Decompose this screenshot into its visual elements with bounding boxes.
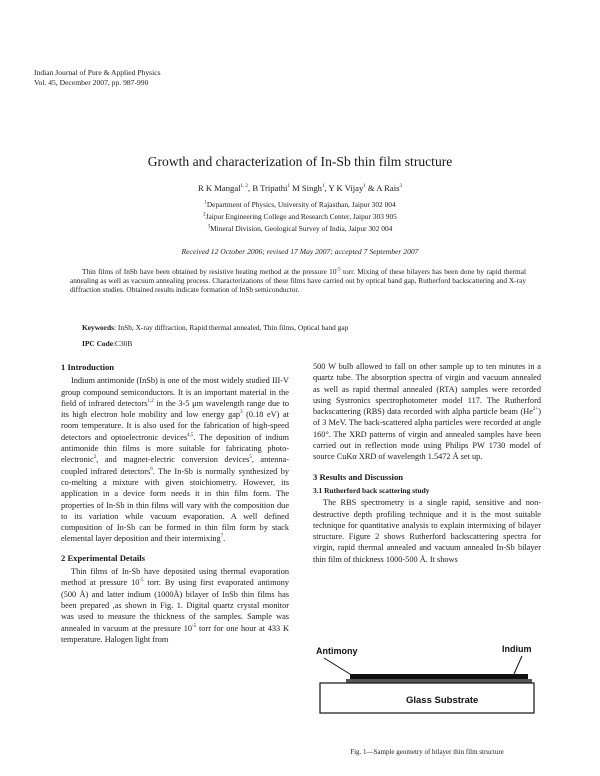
journal-name: Indian Journal of Pure & Applied Physics [34, 68, 161, 77]
affiliation: $^2$Jaipur Engineering College and Research Center, Jaipur 303 905 [203, 212, 397, 221]
author: A Rais$^3$ [376, 183, 402, 193]
journal-header [34, 68, 161, 87]
abstract: Thin films of InSb have been obtained by resistive heating method at the pressure $10^{-5}$ torr. Mixing of these bilayers has been done by rapid thermal annealing as well as vacuum annealing process. Characterizations of these films have carried out by optical band gap, Rutherford backscattering and X-ray diffraction studies. Obtained results indicate formation of InSb semiconductor. [70, 267, 526, 295]
svg-text:Antimony: Antimony [316, 646, 358, 656]
left-column [61, 362, 289, 645]
bilayer-diagram [314, 641, 540, 739]
section-heading-introduction: 1 Introduction [61, 362, 115, 372]
experimental-paragraph-continued: 500 W bulb allowed to fall on other sample up to ten minutes in a quartz tube. The absorption spectra of virgin and vacuum annealed as well as rapid thermal annealed (RTA) samples were recorded using Systronics spectrophotometer model 117. The Rutherford backscattering (RBS) data recorded with alpha particle beam $(He^{2+})$ of 3 MeV. The back-scattered alpha particles were recorded at angle 160°. The XRD patterns of virgin and annealed samples have been carried out in reflection mode using Philips PW 1730 model of source CuKα XRD of wavelength 1.5472 Å set up. [313, 362, 541, 462]
svg-text:Glass Substrate: Glass Substrate [406, 695, 479, 706]
figure-1 [314, 641, 540, 739]
section-heading-experimental: 2 Experimental Details [61, 552, 146, 563]
results-paragraph: The RBS spectrometry is a single rapid, sensitive and non-destructive depth profiling technique and it is the most suitable technique for quantitative analysis to explain intermixing of bilayer structure. Figure 2 shows Rutherford backscattering spectra for virgin, rapid thermal annealed and vacuum annealed In-Sb bilayer thin film of thickness 1000-500 Å. It shows [313, 498, 541, 564]
figure-1-caption: Fig. 1—Sample geometry of bilayer thin film structure [350, 748, 504, 756]
indium-pointer [514, 656, 522, 674]
indium-layer [350, 674, 528, 679]
author: Y K Vijay$^1$ & [328, 183, 377, 193]
svg-text:Indium: Indium [502, 644, 532, 654]
intro-paragraph: Indium antimonide (InSb) is one of the most widely studied III-V group compound semiconductors. It is an important material in the field of infrared detectors$^{1,2}$ in the 3-5 μm wavelength range due to its high electron hole mobility and low energy gap$^3$ (0.18 eV) at room temperature. It is also used for the fabrication of high-speed detectors and optoelectronic devices$^{4,5}$. The deposition of indium antimonide thin films is more suitable for fabricating photo-electronic$^2$, and magnet-electric conversion devices$^5$, antenna-coupled infrared detectors$^6$. The In-Sb is normally synthesized by co-melting a mixture with given stoichiometry. However, its application in a device form needs it in thin film form. The properties of In-Sb in thin films will vary with the composition due to its variation while vacuum evaporation. A well defined composition of In-Sb can be formed in thin film form by stack elemental layer deposition and their intermixing$^7$. [61, 376, 290, 544]
subsection-heading-rbs: 3.1 Rutherford back scattering study [313, 485, 430, 495]
experimental-paragraph: Thin films of In-Sb have deposited using thermal evaporation method at pressure $10^{-5}$ torr. By using first evaporated antimony (500 Å) and latter indium (1000Å) bilayer of InSb thin films has been prepared ,as shown in Fig. 1. Digital quartz crystal monitor was used to measure the thickness of the samples. Sample was annealed in vacuum at the pressure $10^{-5}$ torr for one hour at 433 K temperature. Halogen light from [61, 567, 289, 644]
right-column [313, 361, 541, 565]
author-list [0, 183, 600, 193]
received-dates: Received 12 October 2006; revised 17 May 2007; accepted 7 September 2007 [181, 247, 419, 256]
journal-volume: Vol. 45, December 2007, pp. 987-990 [34, 77, 149, 87]
author: R K Mangal$^{1, 2}$, [198, 183, 253, 193]
indium-label [502, 644, 532, 654]
author: B Tripathi$^1$ [252, 183, 290, 193]
ipc-code: IPC Code:C30B [82, 339, 133, 348]
author: M Singh$^1$, [292, 183, 329, 193]
substrate-label [406, 695, 478, 706]
affiliation: $^1$Department of Physics, University of Rajasthan, Jaipur 302 004 [204, 200, 396, 209]
section-heading-results: 3 Results and Discussion [313, 471, 404, 482]
affiliation: $^3$Mineral Division, Geological Survey of India, Jaipur 302 004 [207, 224, 393, 233]
paper-title: Growth and characterization of In-Sb thin film structure [147, 154, 453, 169]
keywords: Keywords: InSb, X-ray diffraction, Rapid thermal annealed, Thin films, Optical band gap [82, 323, 349, 332]
antimony-label [316, 646, 358, 656]
